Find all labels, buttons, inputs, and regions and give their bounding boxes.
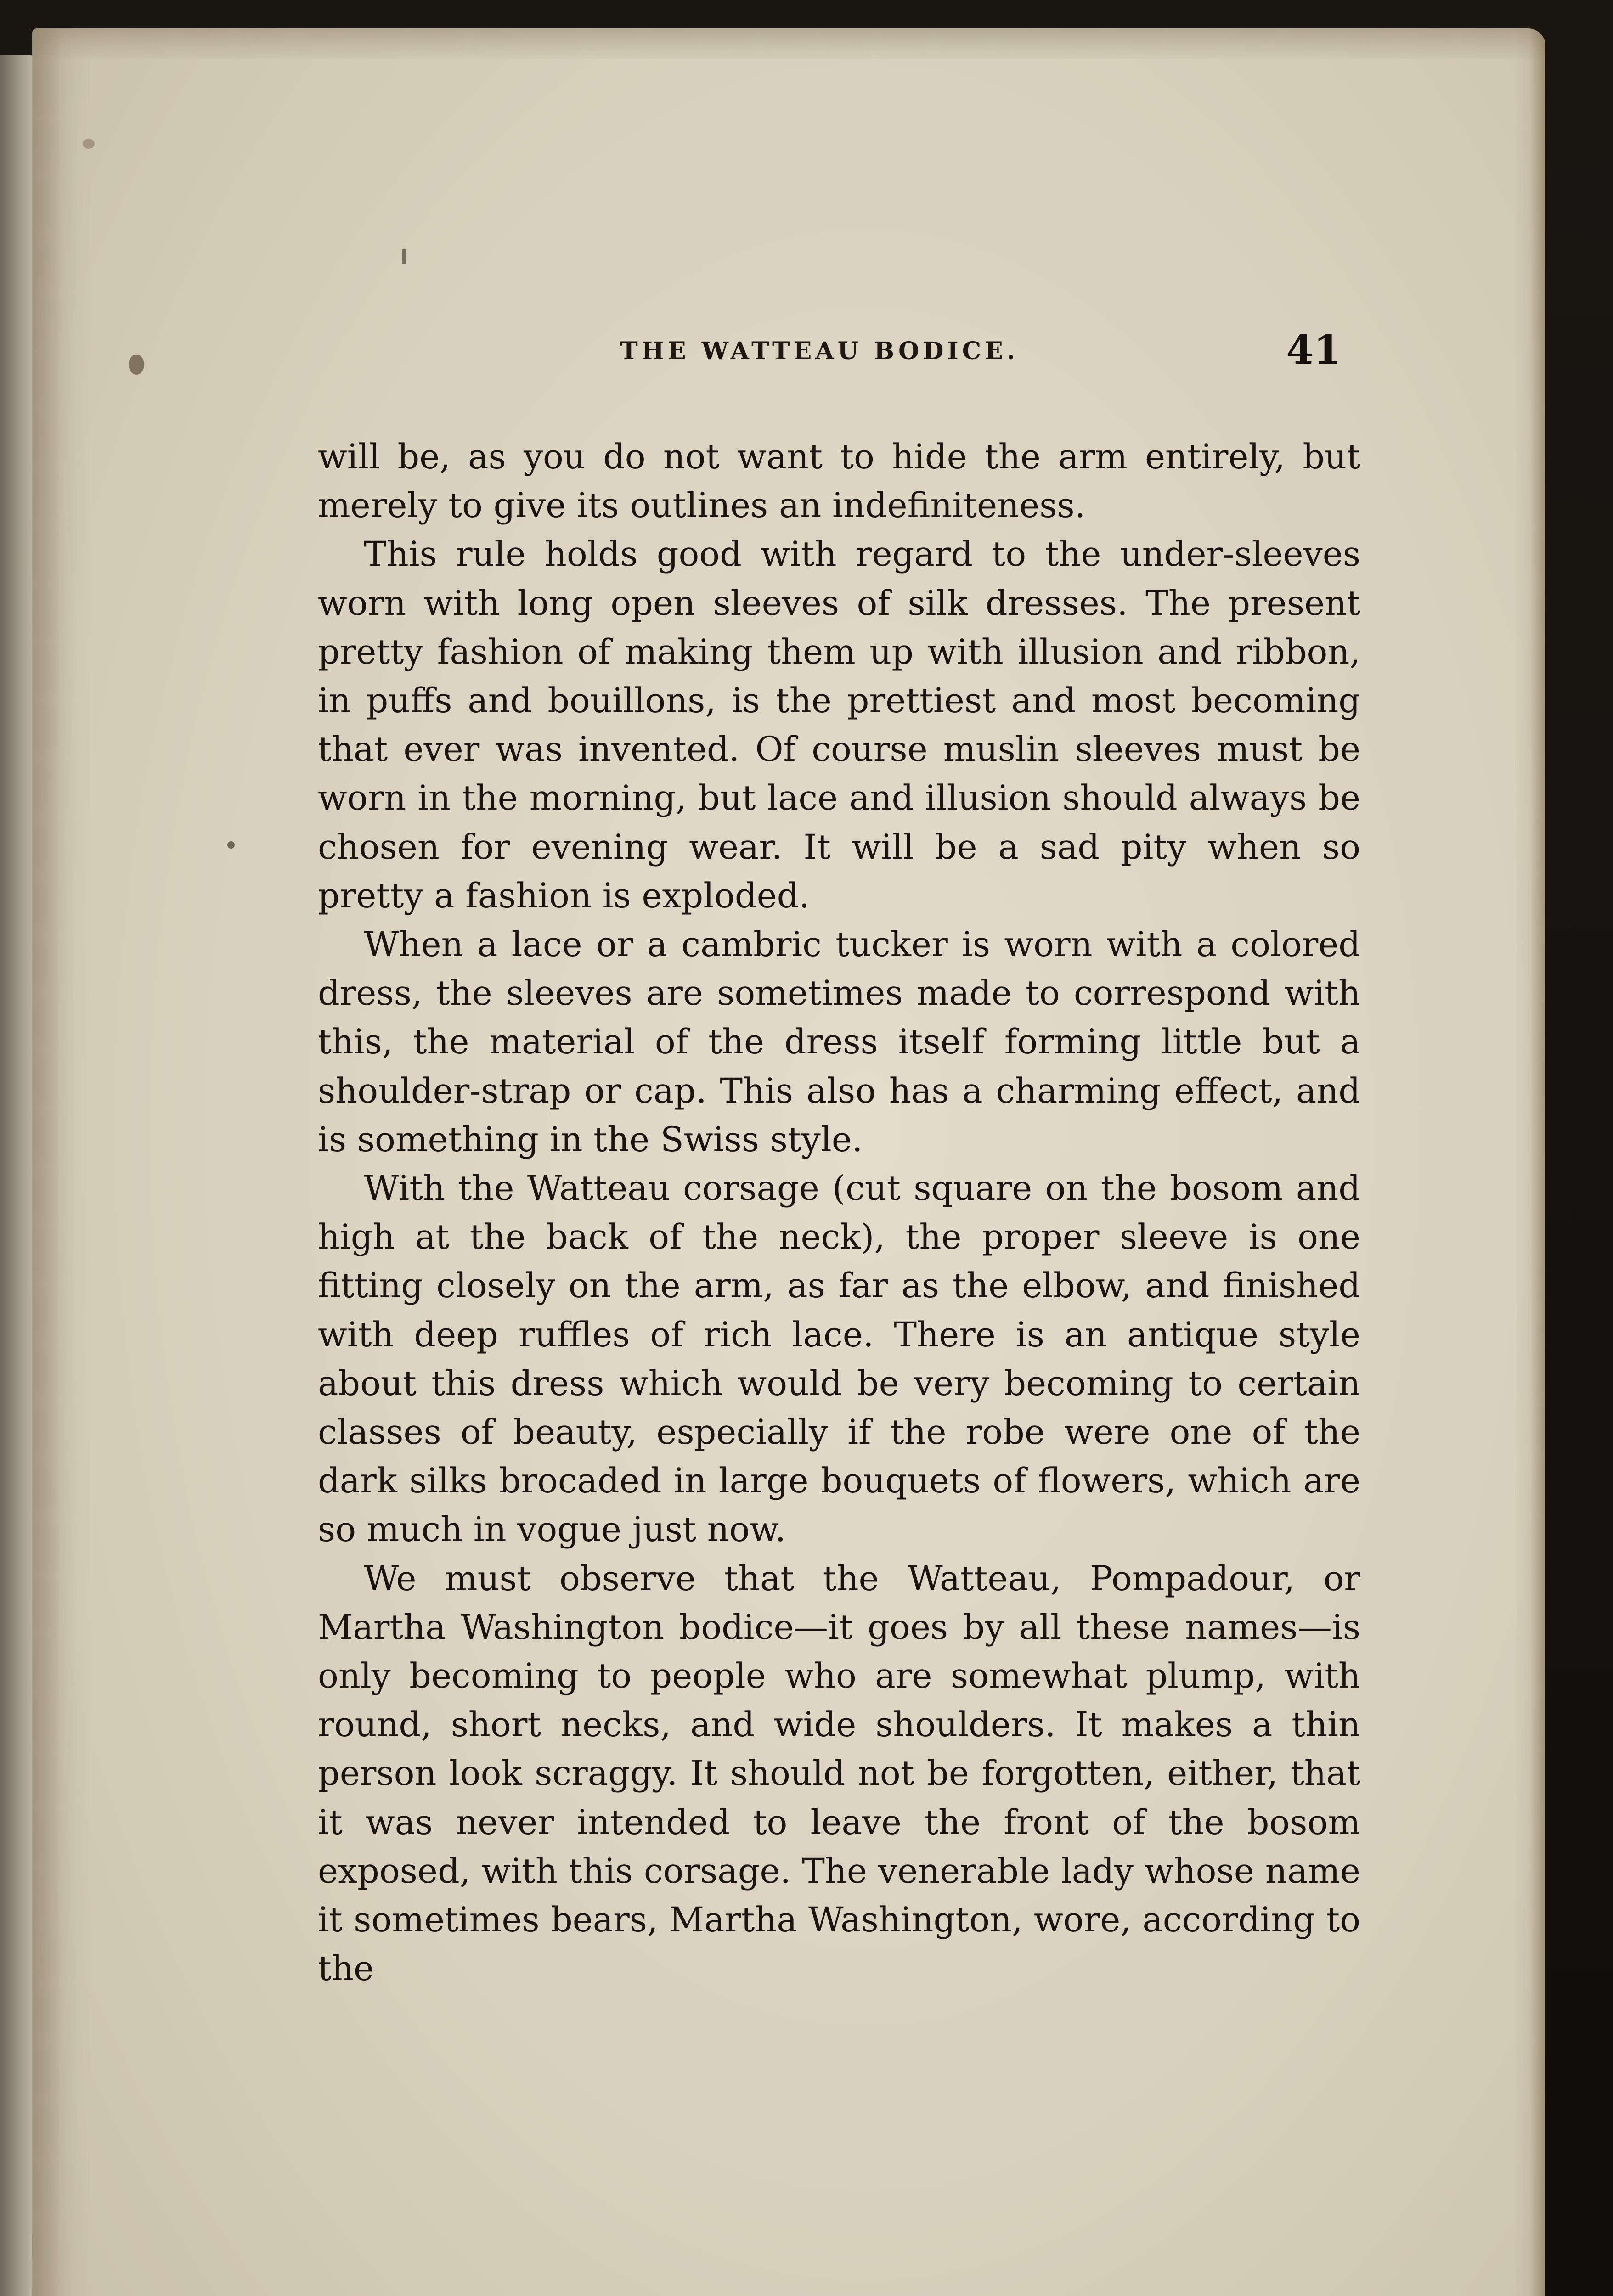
paragraph-2: This rule holds good with regard to the under-sleeves worn with long open sleeves of silk dresses. The present pretty fashion of making them up with illusion and ribbon, in puffs and bouillons, is the prettiest and most becoming that ever was invented. Of course muslin sleeves must be worn in the morning, but lace and illusion should always be chosen for evening wear. It will be a sad pity when so pretty a fashion is exploded. [318, 534, 1360, 916]
facing-page-edge [0, 55, 37, 2296]
page-number: 41 [1286, 327, 1341, 373]
body-text [318, 433, 1360, 1993]
paper-stain [402, 249, 406, 264]
paper-stain [129, 355, 144, 375]
running-head: THE WATTEAU BODICE. [620, 337, 1019, 365]
paragraph-1: will be, as you do not want to hide the arm entirely, but merely to give its outlines an indefiniteness. [318, 437, 1360, 526]
paragraph-4: With the Watteau corsage (cut square on the bosom and high at the back of the neck), the proper sleeve is one fitting closely on the arm, as far as the elbow, and finished with deep ruffles of rich lace. There is an antique style about this dress which would be very becoming to certain classes of beauty, especially if the robe were one of the dark silks brocaded in large bouquets of flowers, which are so much in vogue just now. [318, 1168, 1360, 1550]
page-edge-shadow [1530, 28, 1545, 2296]
paper-stain [227, 841, 235, 849]
paragraph-3: When a lace or a cambric tucker is worn with a colored dress, the sleeves are sometimes made to correspond with this, the material of the dress itself forming little but a shoulder-strap or cap. This also has a charming effect, and is something in the Swiss style. [318, 924, 1360, 1159]
page-header [317, 327, 1341, 382]
paragraph-5: We must observe that the Watteau, Pompadour, or Martha Washington bodice—it goes by all these names—is only becoming to people who are somewhat plump, with round, short necks, and wide shoulders. It makes a thin person look scraggy. It should not be forgotten, either, that it was never intended to leave the front of the bosom exposed, with this corsage. The venerable lady whose name it sometimes bears, Martha Washington, wore, according to the [318, 1558, 1360, 1989]
paper-stain [83, 139, 95, 149]
book-page [32, 28, 1545, 2296]
